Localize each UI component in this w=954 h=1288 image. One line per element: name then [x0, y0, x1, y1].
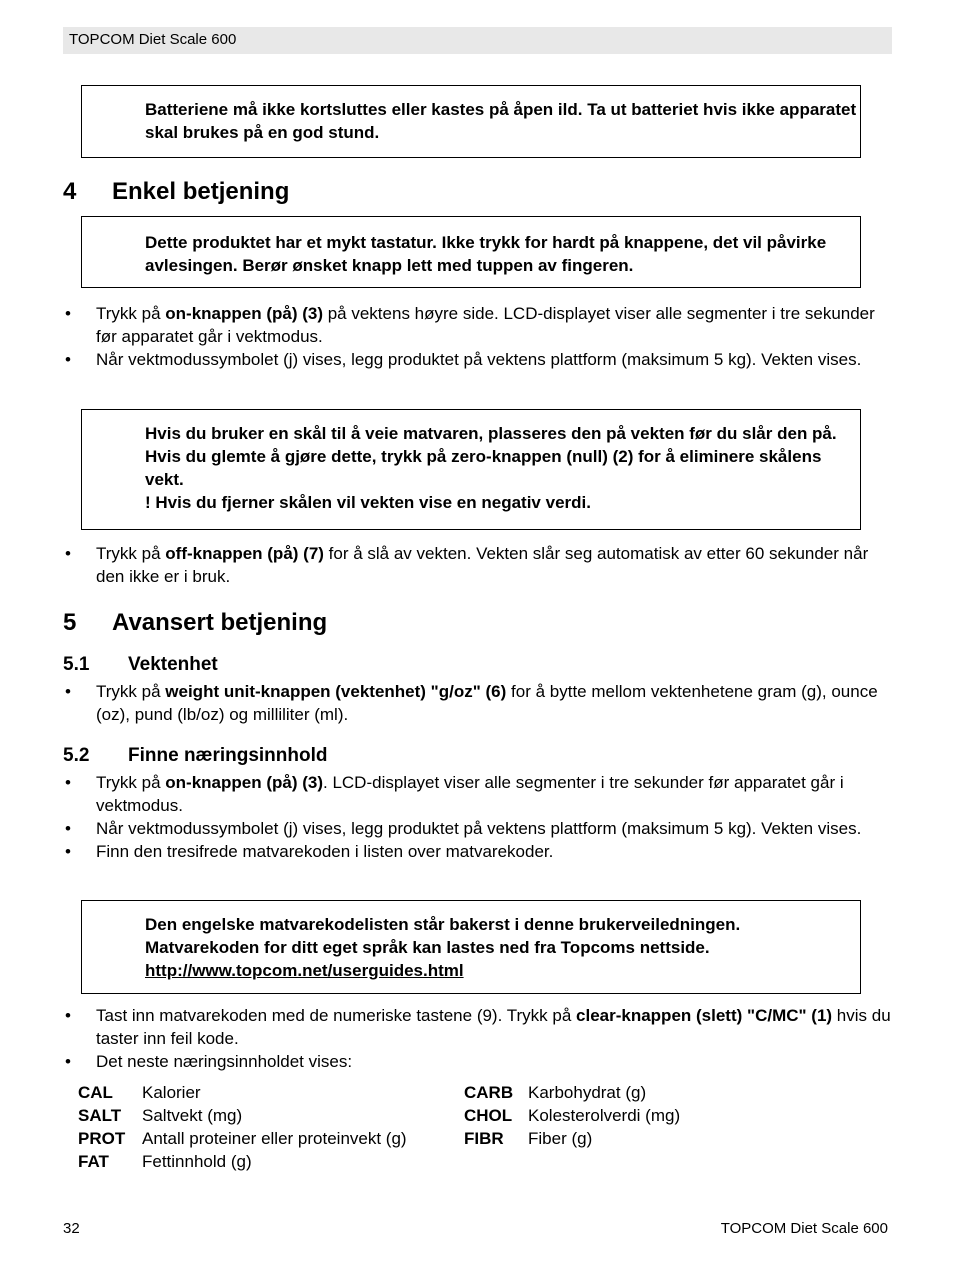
table-row: CAL Kalorier CARB Karbohydrat (g) — [78, 1083, 647, 1102]
userguides-link[interactable]: http://www.topcom.net/userguides.html — [145, 961, 464, 980]
section-5-1-bullet-list — [63, 680, 892, 726]
battery-warning-text: Batteriene må ikke kortsluttes eller kastes på åpen ild. Ta ut batteriet hvis ikke apparatet skal brukes på en god stund. — [145, 100, 857, 142]
section-4-number: 4 — [63, 178, 77, 205]
section-5-1-heading: 5.1 Vektenhet — [63, 654, 218, 675]
section-4-bullet-list-2 — [63, 542, 892, 588]
table-row: SALT Saltvekt (mg) CHOL Kolesterolverdi (mg) — [78, 1106, 681, 1125]
section-5-2-heading: 5.2 Finne næringsinnhold — [63, 745, 328, 766]
list-item: • Tast inn matvarekoden med de numeriske tastene (9). Trykk på clear-knappen (slett) "C/MC" (1) hvis du taster inn feil kode. — [65, 1006, 891, 1048]
list-item: • Trykk på weight unit-knappen (vektenhet) "g/oz" (6) for å bytte mellom vektenhetene gram (g), ounce (oz), pund (lb/oz) og milliliter (ml). — [65, 682, 878, 724]
food-code-note-line-1: Den engelske matvarekodelisten står bakerst i denne brukerveiledningen. — [145, 915, 741, 934]
footer-title: TOPCOM Diet Scale 600 — [720, 1220, 888, 1237]
page-header — [63, 27, 892, 54]
list-item: • Når vektmodussymbolet (j) vises, legg produktet på vektens plattform (maksimum 5 kg). Vekten vises. — [65, 819, 862, 838]
section-4-heading — [63, 178, 289, 206]
list-item: • Det neste næringsinnholdet vises: — [65, 1052, 353, 1071]
food-code-note-box — [81, 900, 861, 994]
section-5-2-bullet-list-2 — [63, 1004, 892, 1073]
table-row: PROT Antall proteiner eller proteinvekt (g) FIBR Fiber (g) — [78, 1129, 593, 1148]
list-item: • Når vektmodussymbolet (j) vises, legg produktet på vektens plattform (maksimum 5 kg). Vekten vises. — [65, 350, 862, 369]
bowl-note-box — [81, 409, 861, 530]
page-number: 32 — [63, 1220, 80, 1237]
section-5-heading — [63, 609, 327, 637]
list-item: • Trykk på off-knappen (på) (7) for å slå av vekten. Vekten slår seg automatisk av etter 60 sekunder når den ikke er i bruk. — [65, 544, 869, 586]
keypad-note-text: Dette produktet har et mykt tastatur. Ikke trykk for hardt på knappene, det vil påvirke avlesingen. Berør ønsket knapp lett med tuppen av fingeren. — [145, 233, 827, 275]
bowl-note-text: Hvis du bruker en skål til å veie matvaren, plasseres den på vekten før du slår den på. Hvis du glemte å gjøre dette, trykk på zero-knappen (null) (2) for å eliminere skålens vekt. — [145, 424, 837, 489]
section-4-bullet-list-1 — [63, 302, 892, 371]
list-item: • Trykk på on-knappen (på) (3). LCD-displayet viser alle segmenter i tre sekunder før apparatet går i vektmodus. — [65, 773, 844, 815]
table-row: FAT Fettinnhold (g) — [78, 1152, 252, 1171]
section-4-title: Enkel betjening — [112, 178, 290, 205]
food-code-note-line-2: Matvarekoden for ditt eget språk kan lastes ned fra Topcoms nettside. — [145, 938, 710, 957]
list-item: • Trykk på on-knappen (på) (3) på vektens høyre side. LCD-displayet viser alle segmenter i tre sekunder før apparatet går i vektmodus. — [65, 304, 875, 346]
header-title: TOPCOM Diet Scale 600 — [69, 31, 237, 48]
nutrient-table — [78, 1081, 680, 1173]
section-5-2-bullet-list — [63, 771, 892, 863]
bowl-note-warning: ! Hvis du fjerner skålen vil vekten vise en negativ verdi. — [145, 493, 591, 512]
list-item: • Finn den tresifrede matvarekoden i listen over matvarekoder. — [65, 842, 554, 861]
battery-warning-box — [81, 85, 861, 158]
keypad-note-box — [81, 216, 861, 288]
section-5-number: 5 — [63, 609, 77, 636]
section-5-title: Avansert betjening — [112, 609, 328, 636]
